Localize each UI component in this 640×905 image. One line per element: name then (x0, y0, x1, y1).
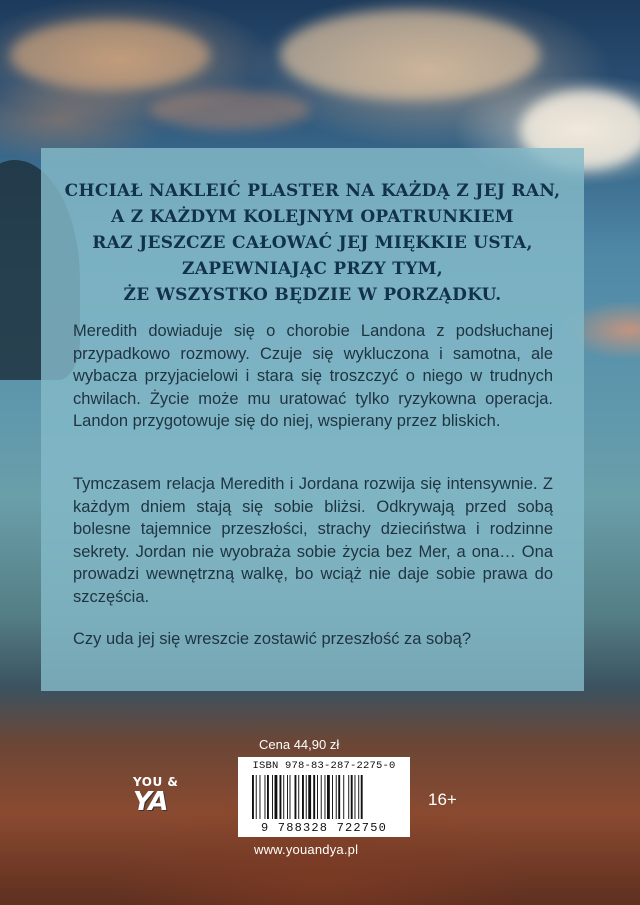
barcode-bar (280, 775, 282, 819)
barcode-bar (272, 775, 273, 819)
tagline-line: CHCIAŁ NAKLEIĆ PLASTER NA KAŻDĄ Z JEJ RAN, (64, 181, 561, 201)
barcode-bar (358, 775, 359, 819)
barcode-bar (283, 775, 284, 819)
tagline-line: A Z KAŻDYM KOLEJNYM OPATRUNKIEM (111, 207, 514, 227)
publisher-logo (133, 775, 197, 823)
barcode-bar (265, 775, 266, 819)
age-rating: 16+ (428, 790, 457, 809)
barcode-bar (348, 775, 349, 819)
barcode-bar (327, 775, 330, 819)
barcode-bar (361, 775, 363, 819)
barcode-bar (336, 775, 337, 819)
isbn-barcode (238, 757, 410, 837)
barcode-bar (321, 775, 322, 819)
barcode-bar (351, 775, 353, 819)
barcode-bar (275, 775, 278, 819)
barcode-bar (332, 775, 333, 819)
blurb-paragraph: Tymczasem relacja Meredith i Jordana rozwija się intensywnie. Z każdym dniem stają się sobie bliżsi. Odkrywają przed sobą bolesne tajemnice przeszłości, strachy dzieciństwa i rodzinne sekrety. Jordan nie wyobraża sobie życia bez Mer, a ona… Ona prowadzi wewnętrzną walkę, bo wciąż nie daje sobie prawa do szczęścia. (73, 475, 553, 606)
barcode-bar (343, 775, 344, 819)
barcode-bar (298, 775, 299, 819)
logo-text: YA (133, 787, 168, 817)
barcode-bars (252, 775, 402, 819)
blurb-panel (41, 148, 584, 691)
barcode-bar (260, 775, 261, 819)
isbn-label: ISBN 978-83-287-2275-0 (252, 760, 396, 772)
barcode-bar (302, 775, 304, 819)
cloud (10, 20, 210, 90)
barcode-bar (287, 775, 288, 819)
barcode-bar (338, 775, 340, 819)
tagline-line: ŻE WSZYSTKO BĘDZIE W PORZĄDKU. (123, 285, 502, 305)
tagline (41, 178, 584, 308)
closing-question: Czy uda jej się wreszcie zostawić przeszłość za sobą? (73, 630, 471, 648)
barcode-bar (295, 775, 297, 819)
barcode-bar (306, 775, 307, 819)
publisher-url: www.youandya.pl (254, 842, 359, 857)
tagline-line: RAZ JESZCZE CAŁOWAĆ JEJ MIĘKKIE USTA, (92, 233, 533, 253)
blurb-paragraph: Meredith dowiaduje się o chorobie Landona z podsłuchanej przypadkowo rozmowy. Czuje się wykluczona i samotna, ale wybacza przyjacielowi i stara się troszczyć o niego w trudnych chwilach. Życie może mu uratować tylko ryzykowna operacja. Landon przygotowuje się do niej, wspierany przez bliskich. (73, 322, 553, 430)
cloud (150, 90, 310, 130)
barcode-bar (290, 775, 291, 819)
barcode-bar (308, 775, 311, 819)
barcode-bar (313, 775, 315, 819)
barcode-bar (267, 775, 269, 819)
barcode-bar (317, 775, 318, 819)
barcode-digits: 9 788328 722750 (260, 821, 388, 835)
tagline-line: ZAPEWNIAJĄC PRZY TYM, (182, 259, 443, 279)
barcode-bar (256, 775, 257, 819)
barcode-bar (325, 775, 326, 819)
logo-text: YOU & (133, 775, 179, 789)
cloud (280, 10, 540, 100)
price-label: Cena 44,90 zł (259, 737, 340, 752)
barcode-bar (355, 775, 356, 819)
barcode-bar (252, 775, 254, 819)
